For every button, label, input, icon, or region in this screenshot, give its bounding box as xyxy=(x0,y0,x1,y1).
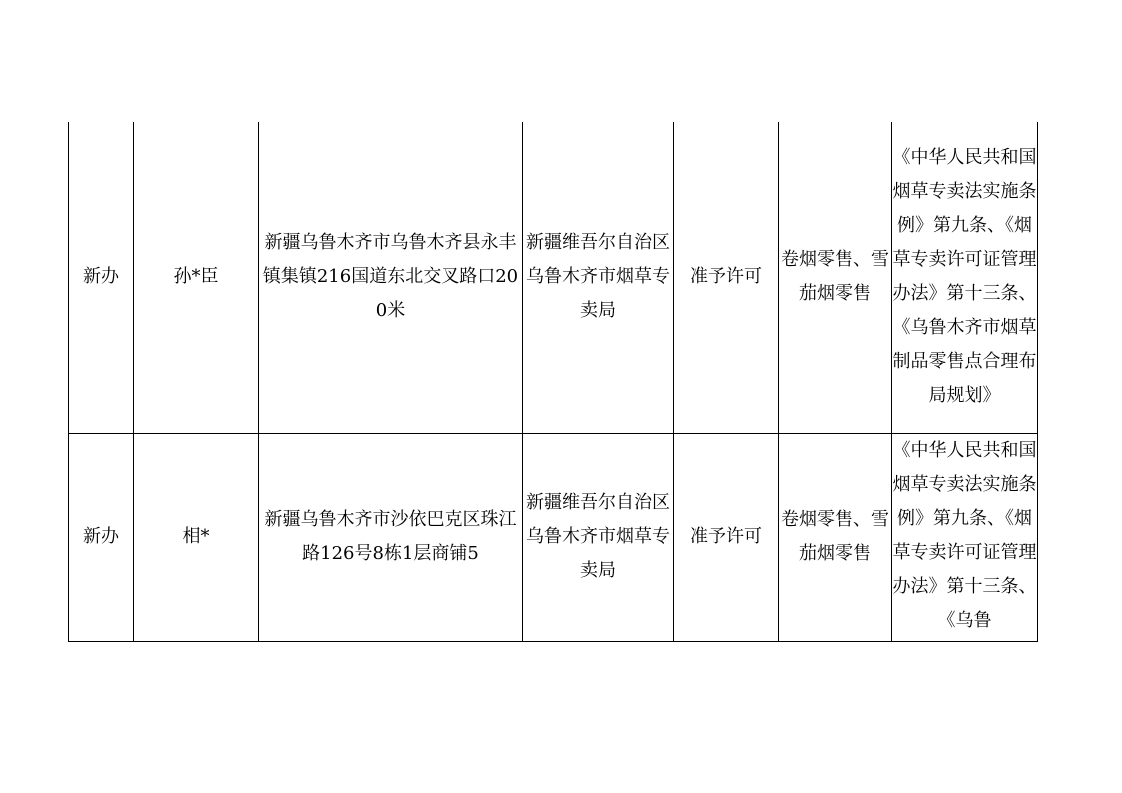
decision-cell xyxy=(674,122,779,433)
authority-cell xyxy=(523,433,674,641)
authority-cell xyxy=(523,122,674,433)
address-cell xyxy=(259,433,523,641)
applicant-name-cell xyxy=(134,122,259,433)
license-type-cell xyxy=(69,122,134,433)
scope-cell xyxy=(779,433,892,641)
legal-basis-cell xyxy=(892,122,1038,433)
business-address: 新疆乌鲁木齐市沙依巴克区珠江路126号8栋1层商铺5 xyxy=(264,509,517,564)
issuing-authority: 新疆维吾尔自治区乌鲁木齐市烟草专卖局 xyxy=(526,232,670,322)
legal-basis: 《中华人民共和国烟草专卖法实施条例》第九条、《烟草专卖许可证管理办法》第十三条、《乌鲁 xyxy=(892,439,1037,631)
applicant-name: 相* xyxy=(182,526,210,547)
business-scope: 卷烟零售、雪茄烟零售 xyxy=(781,249,889,305)
business-address: 新疆乌鲁木齐市乌鲁木齐县永丰镇集镇216国道东北交叉路口200米 xyxy=(262,232,519,322)
decision-cell xyxy=(674,433,779,641)
scope-cell xyxy=(779,122,892,433)
legal-basis-clip xyxy=(892,434,1037,641)
license-type: 新办 xyxy=(83,526,119,547)
applicant-name-cell xyxy=(134,433,259,641)
license-type-cell xyxy=(69,433,134,641)
applicant-name: 孙*臣 xyxy=(173,266,219,288)
legal-basis: 《中华人民共和国烟草专卖法实施条例》第九条、《烟草专卖许可证管理办法》第十三条、《乌鲁木齐市烟草制品零售点合理布局规划》 xyxy=(892,147,1037,407)
business-scope: 卷烟零售、雪茄烟零售 xyxy=(781,509,889,564)
legal-basis-cell xyxy=(892,433,1038,641)
issuing-authority: 新疆维吾尔自治区乌鲁木齐市烟草专卖局 xyxy=(526,492,670,581)
table-row xyxy=(69,122,1038,433)
license-type: 新办 xyxy=(83,266,119,288)
decision-result: 准予许可 xyxy=(690,266,762,288)
decision-result: 准予许可 xyxy=(690,526,762,547)
permit-table xyxy=(68,122,1038,642)
table-row xyxy=(69,433,1038,641)
address-cell xyxy=(259,122,523,433)
